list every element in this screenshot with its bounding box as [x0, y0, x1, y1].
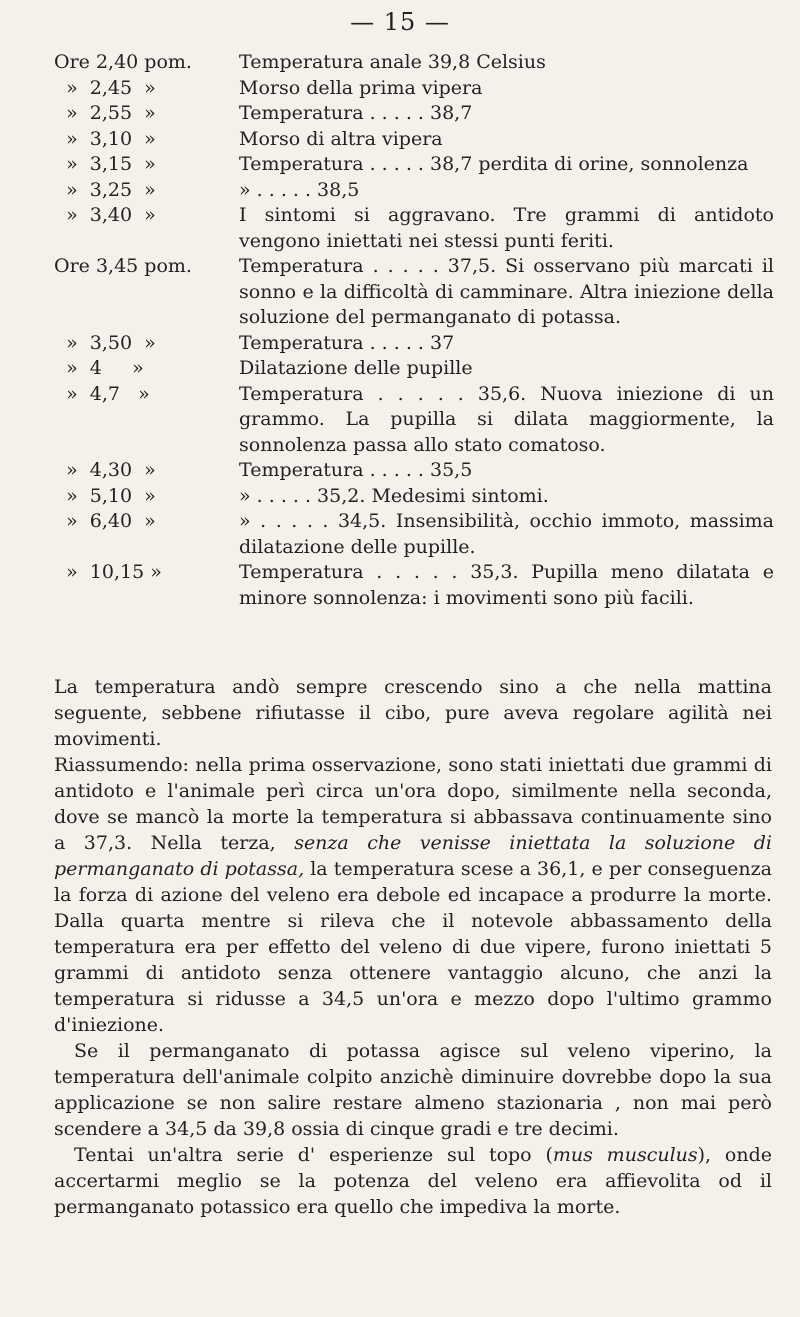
log-time: » 4 » [54, 357, 144, 379]
log-time: » 3,40 » [54, 204, 156, 226]
log-entry [54, 127, 774, 153]
log-text: Temperatura . . . . . 35,6. Nuova iniezione di un grammo. La pupilla si dilata maggiormente, la sonnolenza passa allo stato comatoso. [239, 382, 774, 456]
log-time: » 4,30 » [54, 459, 156, 481]
log-entry [54, 560, 774, 611]
paragraph: Se il permanganato di potassa agisce sul veleno viperino, la temperatura dell'animale colpito anzichè diminuire dovrebbe dopo la sua applicazione se non salire restare almeno stazionaria , non mai però scendere a 34,5 da 39,8 ossia di cinque gradi e tre decimi. [54, 1040, 772, 1140]
log-text: Temperatura . . . . . 37 [239, 331, 455, 354]
paragraph: La temperatura andò sempre crescendo sino a che nella mattina seguente, sebbene rifiutasse il cibo, pure aveva regolare agilità nei movimenti. [54, 676, 772, 750]
log-text: Temperatura . . . . . 37,5. Si osservano più marcati il sonno e la difficoltà di camminare. Altra iniezione della soluzione del permanganato di potassa. [239, 255, 774, 328]
log-entry [54, 458, 774, 484]
body-text [54, 674, 772, 1220]
log-entry [54, 356, 774, 382]
log-entry [54, 50, 774, 76]
log-time: » 10,15 » [54, 561, 162, 583]
log-text: Temperatura . . . . . 38,7 perdita di orine, sonnolenza [239, 153, 749, 175]
log-time: » 2,45 » [54, 76, 156, 99]
paragraph: Tentai un'altra serie d' esperienze sul topo (mus musculus), onde accertarmi meglio se la potenza del veleno era affievolita od il permanganato potassico era quello che impediva la morte. [54, 1144, 772, 1218]
log-text: » . . . . . 38,5 [239, 178, 360, 201]
log-entry [54, 203, 774, 254]
log-time: » 3,10 » [54, 127, 156, 150]
log-text: » . . . . . 34,5. Insensibilità, occhio immoto, massima dilatazione delle pupille. [239, 510, 774, 558]
log-text: Temperatura . . . . . 35,3. Pupilla meno dilatata e minore sonnolenza: i movimenti sono più facili. [239, 561, 774, 609]
log-time: » 3,50 » [54, 331, 156, 354]
log-text: Dilatazione delle pupille [239, 357, 473, 379]
log-entry [54, 254, 774, 331]
log-text: I sintomi si aggravano. Tre grammi di antidoto vengono iniettati nei stessi punti feriti. [239, 204, 774, 252]
paragraph: Riassumendo: nella prima osservazione, sono stati iniettati due grammi di antidoto e l'animale perì circa un'ora dopo, similmente nella seconda, dove se mancò la morte la temperatura si abbassava continuamente sino a 37,3. Nella terza, senza che venisse iniettata la soluzione di permanganato di potassa, la temperatura scese a 36,1, e per conseguenza la forza di azione del veleno era debole ed incapace a produrre la morte. Dalla quarta mentre si rileva che il notevole abbassamento della temperatura era per effetto del veleno di due vipere, furono iniettati 5 grammi di antidoto senza ottenere vantaggio alcuno, che anzi la temperatura si ridusse a 34,5 un'ora e mezzo dopo l'ultimo grammo d'iniezione. [54, 754, 773, 1036]
log-entry [54, 509, 774, 560]
log-time: Ore 2,40 pom. [54, 51, 192, 73]
log-time: » 3,15 » [54, 153, 156, 175]
log-text: Morso di altra vipera [239, 127, 443, 150]
log-entry [54, 152, 774, 178]
log-time: » 3,25 » [54, 178, 156, 201]
log-time: Ore 3,45 pom. [54, 255, 192, 277]
log-text: » . . . . . 35,2. Medesimi sintomi. [239, 484, 549, 507]
log-time: » 4,7 » [54, 382, 150, 405]
log-text: Temperatura anale 39,8 Celsius [239, 51, 546, 73]
log-time: » 2,55 » [54, 102, 156, 124]
log-entry [54, 382, 774, 459]
log-time: » 5,10 » [54, 484, 156, 507]
log-time: » 6,40 » [54, 510, 156, 532]
log-text: Morso della prima vipera [239, 76, 483, 99]
log-text: Temperatura . . . . . 35,5 [239, 459, 473, 481]
log-entry [54, 331, 774, 357]
log-entry [54, 101, 774, 127]
observation-log [54, 50, 774, 611]
log-entry [54, 484, 774, 510]
log-text: Temperatura . . . . . 38,7 [239, 102, 473, 124]
log-entry [54, 76, 774, 102]
page-number: — 15 — [350, 8, 450, 36]
log-entry [54, 178, 774, 204]
